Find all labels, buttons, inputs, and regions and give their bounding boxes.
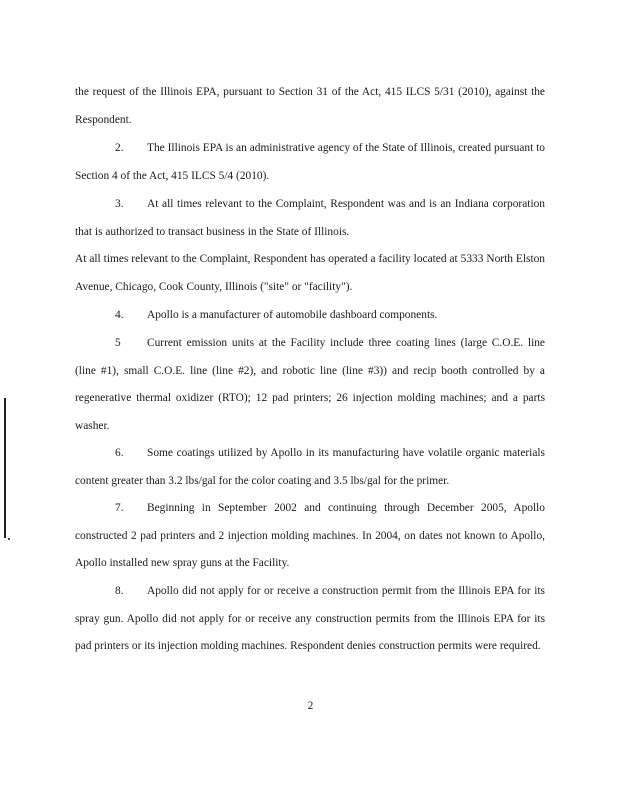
paragraph-number: 7. (115, 502, 124, 514)
paragraph-5 (75, 330, 545, 440)
paragraph-text: Current emission units at the Facility include three coating lines (large C.O.E. line (line #1), small C.O.E. line (line #2), and robotic line (line #3)) and recip booth controlled by a regenerative thermal oxidizer (RTO); 12 pad printers; 26 injection molding machines; and a parts washer. (75, 337, 545, 432)
paragraph-number: 8. (115, 585, 124, 597)
page-number: 2 (307, 700, 314, 712)
continuation-text: the request of the Illinois EPA, pursuant to Section 31 of the Act, 415 ILCS 5/31 (2010), against the Respondent. (75, 86, 545, 126)
paragraph-8 (75, 578, 545, 661)
paragraph-2 (75, 135, 545, 190)
margin-scan-mark (4, 398, 6, 538)
paragraph-3 (75, 191, 545, 246)
paragraph-facility-location (75, 246, 545, 301)
paragraph-7 (75, 495, 545, 578)
paragraph-number: 2. (115, 142, 124, 154)
paragraph-number: 3. (115, 198, 124, 210)
paragraph-number: 4. (115, 309, 124, 321)
paragraph-text: The Illinois EPA is an administrative agency of the State of Illinois, created pursuant to Section 4 of the Act, 415 ILCS 5/4 (2010). (75, 142, 545, 182)
paragraph-number: 5 (115, 337, 121, 349)
paragraph-text: Apollo did not apply for or receive a construction permit from the Illinois EPA for its spray gun. Apollo did not apply for or receive any construction permits from the Illinois EPA for its pad printers or its injection molding machines. Respondent denies construction permits were required. (75, 585, 545, 653)
paragraph-text: At all times relevant to the Complaint, Respondent has operated a facility located at 5333 North Elston Avenue, Chicago, Cook County, Illinois ("site" or "facility"). (75, 253, 545, 293)
margin-scan-dot (8, 538, 10, 540)
paragraph-text: At all times relevant to the Complaint, Respondent was and is an Indiana corporation that is authorized to transact business in the State of Illinois. (75, 198, 545, 238)
paragraph-number: 6. (115, 447, 124, 459)
paragraph-6 (75, 440, 545, 495)
paragraph-text: Apollo is a manufacturer of automobile dashboard components. (147, 309, 438, 321)
paragraph-text: Beginning in September 2002 and continuing through December 2005, Apollo constructed 2 pad printers and 2 injection molding machines. In 2004, on dates not known to Apollo, Apollo installed new spray guns at the Facility. (75, 502, 545, 570)
continuation-paragraph (75, 79, 545, 134)
paragraph-text: Some coatings utilized by Apollo in its manufacturing have volatile organic materials content greater than 3.2 lbs/gal for the color coating and 3.5 lbs/gal for the primer. (75, 447, 545, 487)
paragraph-4 (75, 302, 545, 330)
